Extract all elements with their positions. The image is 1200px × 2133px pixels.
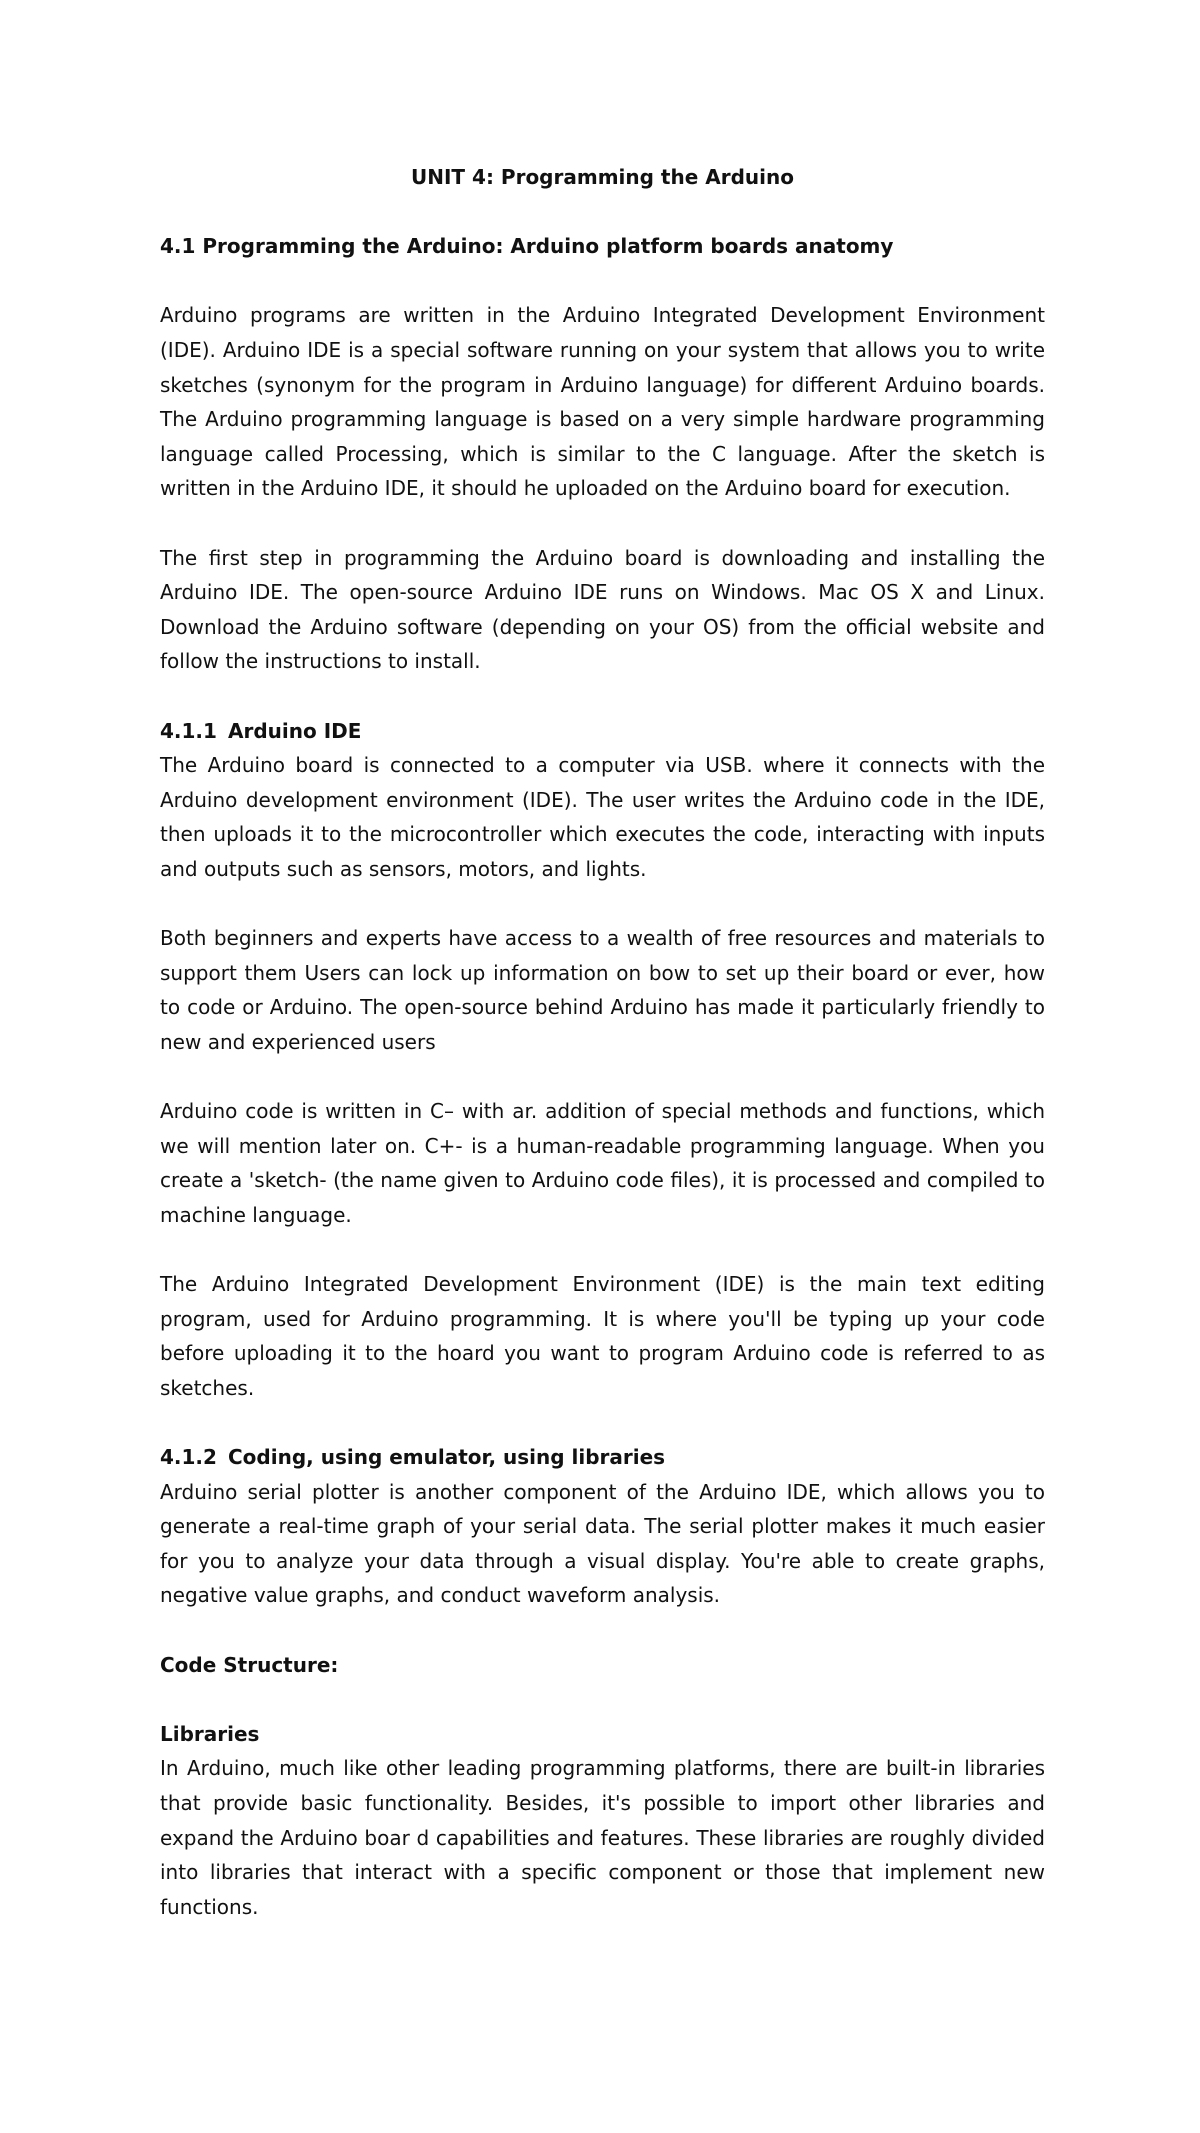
subsection-heading-coding [160,1440,1045,1475]
subsection-number: 4.1.1 [160,718,217,743]
section-heading: 4.1 Programming the Arduino: Arduino platform boards anatomy [160,234,894,259]
code-structure-heading: Code Structure: [160,1652,339,1677]
subsection-title: Coding, using emulator, using libraries [228,1444,666,1469]
ide-paragraph-2: Both beginners and experts have access to a wealth of free resources and materials to support them Users can lock up information on bow to set up their board or ever, how to code or Arduino. The open-source behind Arduino has made it particularly friendly to new and experienced users [160,926,1045,1054]
ide-paragraph-4: The Arduino Integrated Development Environment (IDE) is the main text editing program, used for Arduino programming. It is where you'll be typing up your code before uploading it to the hoard you want to program Arduino code is referred to as sketches. [160,1272,1045,1400]
coding-paragraph-1: Arduino serial plotter is another component of the Arduino IDE, which allows you to generate a real-time graph of your serial data. The serial plotter makes it much easier for you to analyze your data through a visual display. You're able to create graphs, negative value graphs, and conduct waveform analysis. [160,1479,1045,1608]
document-title: UNIT 4: Programming the Arduino [411,165,794,189]
subsection-title: Arduino IDE [228,718,362,743]
document-page [160,160,1045,1959]
libraries-heading: Libraries [160,1721,260,1746]
subsection-heading-ide [160,714,1045,749]
libraries-paragraph: In Arduino, much like other leading programming platforms, there are built-in libraries that provide basic functionality. Besides, it's possible to import other libraries and expand the Arduino boar d capabilities and features. These libraries are roughly divided into libraries that interact with a specific component or those that implement new functions. [160,1756,1045,1919]
subsection-number: 4.1.2 [160,1444,217,1469]
ide-paragraph-3: Arduino code is written in C– with ar. addition of special methods and functions, which we will mention later on. C+- is a human-readable programming language. When you create a 'sketch- (the name given to Arduino code files), it is processed and compiled to machine language. [160,1099,1045,1227]
ide-paragraph-1: The Arduino board is connected to a computer via USB. where it connects with the Arduino development environment (IDE). The user writes the Arduino code in the IDE, then uploads it to the microcontroller which executes the code, interacting with inputs and outputs such as sensors, motors, and lights. [160,753,1045,881]
intro-paragraph-1: Arduino programs are written in the Arduino Integrated Development Environment (IDE). Arduino IDE is a special software running on your system that allows you to write sketches (synonym for the program in Arduino language) for different Arduino boards. The Arduino programming language is based on a very simple hardware programming language called Processing, which is similar to the C language. After the sketch is written in the Arduino IDE, it should he uploaded on the Arduino board for execution. [160,303,1045,501]
intro-paragraph-2: The first step in programming the Arduino board is downloading and installing the Arduino IDE. The open-source Arduino IDE runs on Windows. Mac OS X and Linux. Download the Arduino software (depending on your OS) from the official website and follow the instructions to install. [160,545,1045,674]
